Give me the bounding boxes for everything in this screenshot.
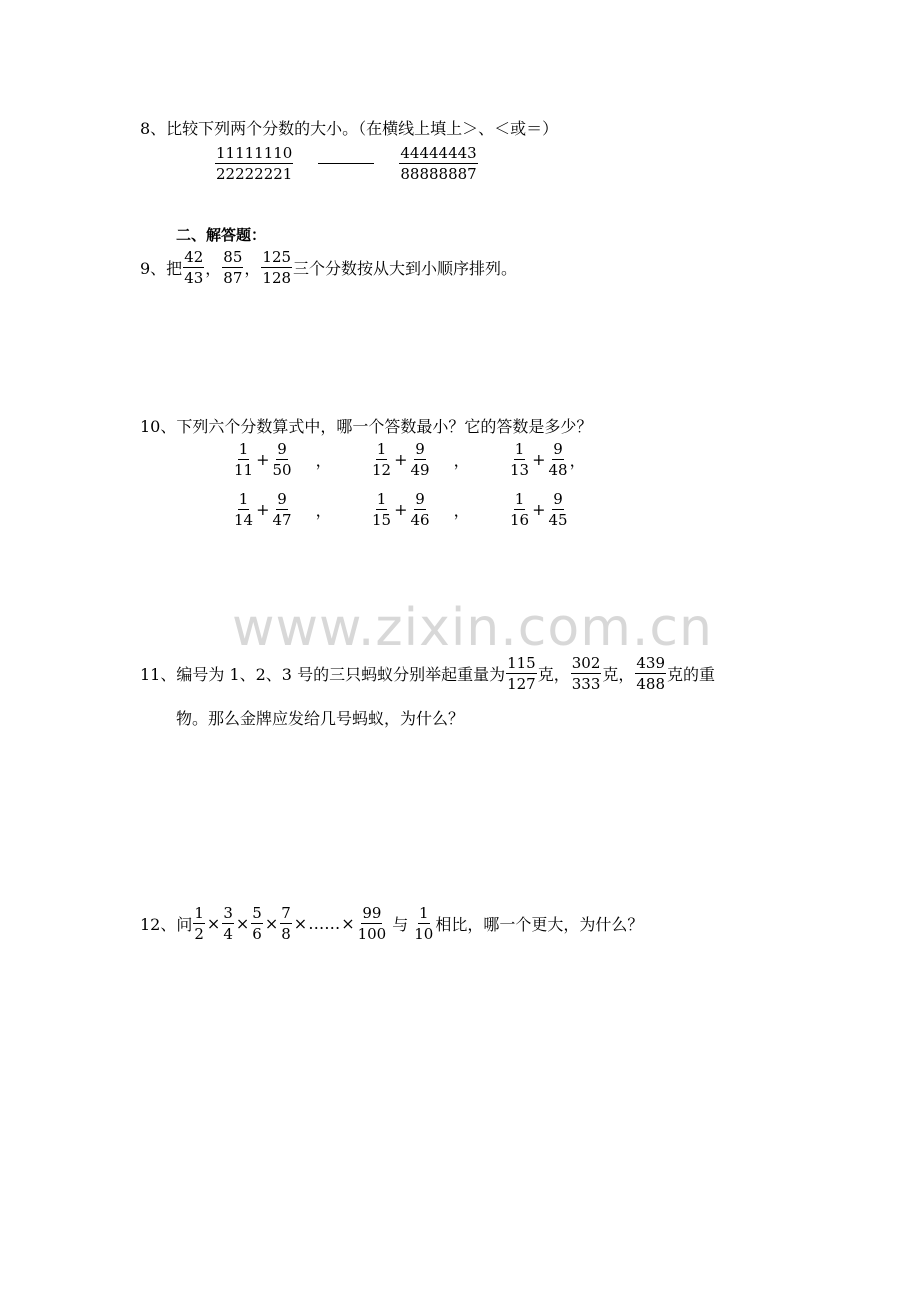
q9-fraction-1: $\frac{42}{43}$ — [184, 248, 204, 287]
q10-expr-3: $\frac{1}{13}$ + $\frac{9}{48}$ ， — [510, 440, 586, 479]
fraction: $\frac{5}{6}$ — [252, 904, 262, 943]
fraction: $\frac{9}{49}$ — [410, 440, 430, 479]
q10-prompt: 10、下列六个分数算式中，哪一个答数最小？它的答数是多少？ — [140, 417, 593, 436]
fraction: $\frac{9}{50}$ — [272, 440, 292, 479]
section-title: 二、解答题： — [176, 226, 267, 244]
q11-line-2: 物。那么金牌应发给几号蚂蚁，为什么？ — [176, 709, 465, 728]
fraction: $\frac{3}{4}$ — [223, 904, 233, 943]
fraction: $\frac{7}{8}$ — [281, 904, 291, 943]
fraction: $\frac{99}{100}$ — [357, 904, 387, 943]
q8-fraction-b: $\frac{44444443}{88888887}$ — [400, 144, 477, 183]
q9-fraction-3: $\frac{125}{128}$ — [262, 248, 292, 287]
q11-line-1: 11、编号为 1、2、3 号的三只蚂蚁分别举起重量为 $\frac{115}{127}$ 克， $\frac{302}{333}$ 克， $\frac{439}{488}$ 克的重 — [140, 654, 716, 693]
q11-fraction-2: $\frac{302}{333}$ — [571, 654, 601, 693]
fraction: $\frac{1}{16}$ — [510, 490, 530, 529]
fraction: $\frac{1}{14}$ — [234, 490, 254, 529]
q8-fraction-a: $\frac{11111110}{22222221}$ — [216, 144, 293, 183]
fraction: $\frac{1}{15}$ — [372, 490, 392, 529]
fraction: $\frac{1}{12}$ — [372, 440, 392, 479]
fraction: $\frac{1}{13}$ — [510, 440, 530, 479]
fraction: $\frac{9}{45}$ — [548, 490, 568, 529]
q8-prompt: 8、比较下列两个分数的大小。（在横线上填上＞、＜或＝） — [140, 119, 559, 138]
q10-expr-6: $\frac{1}{16}$ + $\frac{9}{45}$ — [510, 490, 568, 529]
q10-expr-1: $\frac{1}{11}$ + $\frac{9}{50}$ ， — [234, 440, 332, 479]
q10-expr-4: $\frac{1}{14}$ + $\frac{9}{47}$ ， — [234, 490, 332, 529]
q8-answer-blank[interactable] — [318, 163, 374, 164]
q12-line: 12、问 $\frac{1}{2}$ × $\frac{3}{4}$ × $\frac{5}{6}$ × $\frac{7}{8}$ × …… × $\frac{99}{100}$ 与 $\frac{1}{10}$ 相比，哪一个更大，为什么？ — [140, 904, 644, 943]
q10-expr-5: $\frac{1}{15}$ + $\frac{9}{46}$ ， — [372, 490, 470, 529]
fraction: $\frac{9}{47}$ — [272, 490, 292, 529]
fraction: $\frac{1}{11}$ — [234, 440, 254, 479]
q9-line: 9、把 $\frac{42}{43}$ ， $\frac{85}{87}$ ， $\frac{125}{128}$ 三个分数按从大到小顺序排列。 — [140, 248, 518, 287]
q10-expr-2: $\frac{1}{12}$ + $\frac{9}{49}$ ， — [372, 440, 470, 479]
q11-fraction-3: $\frac{439}{488}$ — [636, 654, 666, 693]
fraction: $\frac{9}{48}$ — [548, 440, 568, 479]
fraction: $\frac{9}{46}$ — [410, 490, 430, 529]
q11-fraction-1: $\frac{115}{127}$ — [507, 654, 536, 693]
fraction: $\frac{1}{10}$ — [414, 904, 434, 943]
q8-comparison — [214, 144, 479, 183]
watermark: www.zixin.com.cn — [232, 598, 713, 658]
q9-fraction-2: $\frac{85}{87}$ — [223, 248, 243, 287]
fraction: $\frac{1}{2}$ — [194, 904, 204, 943]
